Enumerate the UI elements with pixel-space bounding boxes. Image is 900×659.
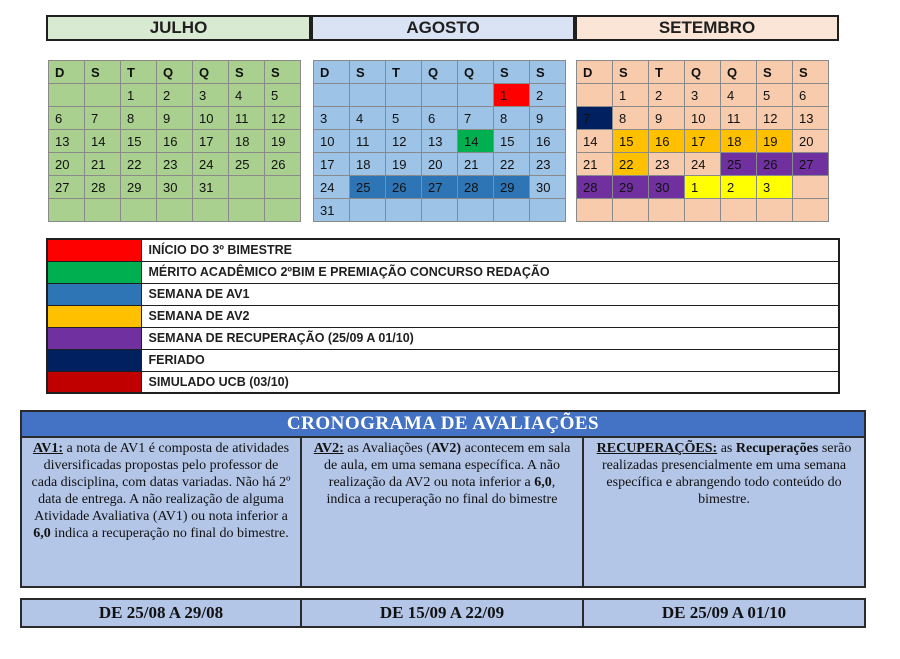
day-cell xyxy=(49,84,85,107)
day-cell: 22 xyxy=(494,153,530,176)
day-cell xyxy=(721,199,757,222)
weekday-header: S xyxy=(265,61,301,84)
day-cell: 7 xyxy=(458,107,494,130)
weekday-header: T xyxy=(386,61,422,84)
day-cell: 31 xyxy=(193,176,229,199)
day-cell: 9 xyxy=(530,107,566,130)
day-cell xyxy=(85,199,121,222)
weekday-header: D xyxy=(49,61,85,84)
day-cell: 3 xyxy=(193,84,229,107)
day-cell: 28 xyxy=(577,176,613,199)
day-cell: 2 xyxy=(649,84,685,107)
day-cell xyxy=(757,199,793,222)
av2-heading: AV2: xyxy=(313,441,344,456)
day-cell: 23 xyxy=(649,153,685,176)
legend-row xyxy=(47,261,839,283)
day-cell: 30 xyxy=(530,176,566,199)
day-cell: 19 xyxy=(265,130,301,153)
day-cell xyxy=(494,199,530,222)
day-cell: 28 xyxy=(85,176,121,199)
day-cell: 19 xyxy=(757,130,793,153)
day-cell: 5 xyxy=(757,84,793,107)
day-cell xyxy=(793,176,829,199)
day-cell: 10 xyxy=(314,130,350,153)
day-cell: 27 xyxy=(49,176,85,199)
legend-row xyxy=(47,283,839,305)
day-cell: 19 xyxy=(386,153,422,176)
day-cell xyxy=(157,199,193,222)
weekday-header: S xyxy=(350,61,386,84)
day-cell: 24 xyxy=(314,176,350,199)
weekday-header: Q xyxy=(157,61,193,84)
day-cell: 16 xyxy=(157,130,193,153)
day-cell xyxy=(577,199,613,222)
legend-swatch-orange xyxy=(47,305,141,327)
day-cell: 11 xyxy=(229,107,265,130)
day-cell xyxy=(685,199,721,222)
day-cell: 10 xyxy=(193,107,229,130)
day-cell: 14 xyxy=(577,130,613,153)
day-cell: 20 xyxy=(422,153,458,176)
day-cell: 15 xyxy=(613,130,649,153)
day-cell: 7 xyxy=(577,107,613,130)
day-cell: 5 xyxy=(265,84,301,107)
day-cell xyxy=(422,199,458,222)
day-cell xyxy=(265,199,301,222)
av1-tail: indica a recuperação no final do bimestre. xyxy=(50,526,289,541)
day-cell: 3 xyxy=(757,176,793,199)
day-cell xyxy=(121,199,157,222)
av1-grade: 6,0 xyxy=(33,526,51,541)
av2-grade: 6,0 xyxy=(534,475,552,490)
day-cell xyxy=(350,199,386,222)
day-cell: 4 xyxy=(721,84,757,107)
legend-swatch-navy xyxy=(47,349,141,371)
legend-row xyxy=(47,305,839,327)
dates-table xyxy=(20,598,866,628)
day-cell: 30 xyxy=(649,176,685,199)
day-cell: 20 xyxy=(49,153,85,176)
day-cell: 12 xyxy=(757,107,793,130)
rec-text: as xyxy=(717,441,736,456)
day-cell xyxy=(229,176,265,199)
day-cell: 6 xyxy=(422,107,458,130)
weekday-header: S xyxy=(494,61,530,84)
day-cell: 29 xyxy=(613,176,649,199)
day-cell: 2 xyxy=(530,84,566,107)
day-cell: 22 xyxy=(613,153,649,176)
av2-bold: AV2) xyxy=(431,441,462,456)
day-cell: 1 xyxy=(121,84,157,107)
day-cell xyxy=(386,199,422,222)
recuperacao-description xyxy=(583,437,865,587)
legend-swatch-purple xyxy=(47,327,141,349)
day-cell: 2 xyxy=(721,176,757,199)
day-cell: 5 xyxy=(386,107,422,130)
day-cell: 11 xyxy=(350,130,386,153)
day-cell: 28 xyxy=(458,176,494,199)
day-cell: 31 xyxy=(314,199,350,222)
cronograma-title: CRONOGRAMA DE AVALIAÇÕES xyxy=(21,411,865,437)
day-cell: 18 xyxy=(350,153,386,176)
day-cell: 21 xyxy=(577,153,613,176)
day-cell xyxy=(577,84,613,107)
day-cell: 21 xyxy=(458,153,494,176)
day-cell: 25 xyxy=(350,176,386,199)
day-cell: 3 xyxy=(685,84,721,107)
av1-heading: AV1: xyxy=(32,441,64,456)
av1-date-range: DE 25/08 A 29/08 xyxy=(21,599,301,627)
day-cell: 14 xyxy=(85,130,121,153)
day-cell xyxy=(793,199,829,222)
day-cell: 15 xyxy=(494,130,530,153)
legend-label: SEMANA DE AV1 xyxy=(141,283,839,305)
day-cell: 21 xyxy=(85,153,121,176)
day-cell xyxy=(85,84,121,107)
av1-description xyxy=(21,437,301,587)
weekday-header: T xyxy=(121,61,157,84)
av2-tail: , indica a recuperação no final do bimestre xyxy=(326,475,558,507)
av2-description xyxy=(301,437,583,587)
day-cell: 18 xyxy=(229,130,265,153)
month-header-julho: JULHO xyxy=(46,15,311,41)
legend-label: MÉRITO ACADÊMICO 2ºBIM E PREMIAÇÃO CONCURSO REDAÇÃO xyxy=(141,261,839,283)
day-cell: 18 xyxy=(721,130,757,153)
rec-heading: RECUPERAÇÕES: xyxy=(596,441,718,456)
legend-label: SIMULADO UCB (03/10) xyxy=(141,371,839,393)
day-cell: 27 xyxy=(793,153,829,176)
rec-tail: serão realizadas presencialmente em uma semana específica e abrangendo todo conteúdo do bimestre. xyxy=(601,441,852,507)
month-header-setembro: SETEMBRO xyxy=(575,15,839,41)
day-cell: 4 xyxy=(229,84,265,107)
calendar-julho xyxy=(48,60,301,222)
day-cell: 24 xyxy=(193,153,229,176)
day-cell xyxy=(193,199,229,222)
day-cell xyxy=(649,199,685,222)
legend-swatch-red xyxy=(47,239,141,261)
legend-label: INÍCIO DO 3º BIMESTRE xyxy=(141,239,839,261)
day-cell: 23 xyxy=(157,153,193,176)
day-cell: 8 xyxy=(494,107,530,130)
day-cell: 26 xyxy=(265,153,301,176)
day-cell: 6 xyxy=(793,84,829,107)
legend-row xyxy=(47,327,839,349)
month-header-agosto: AGOSTO xyxy=(311,15,575,41)
day-cell: 6 xyxy=(49,107,85,130)
day-cell: 13 xyxy=(49,130,85,153)
cronograma-table xyxy=(20,410,866,588)
day-cell: 25 xyxy=(229,153,265,176)
av2-date-range: DE 15/09 A 22/09 xyxy=(301,599,583,627)
legend xyxy=(46,238,840,394)
day-cell: 3 xyxy=(314,107,350,130)
day-cell: 7 xyxy=(85,107,121,130)
day-cell: 27 xyxy=(422,176,458,199)
weekday-header: S xyxy=(85,61,121,84)
day-cell: 26 xyxy=(757,153,793,176)
day-cell: 14 xyxy=(458,130,494,153)
day-cell xyxy=(49,199,85,222)
day-cell: 9 xyxy=(649,107,685,130)
weekday-header: Q xyxy=(458,61,494,84)
day-cell: 8 xyxy=(613,107,649,130)
day-cell: 4 xyxy=(350,107,386,130)
day-cell: 12 xyxy=(265,107,301,130)
day-cell xyxy=(350,84,386,107)
day-cell: 23 xyxy=(530,153,566,176)
av2-text-2: acontecem em sala de aula, em uma semana específica. A não realização da AV2 ou nota inferior a xyxy=(324,441,571,490)
weekday-header: S xyxy=(613,61,649,84)
day-cell xyxy=(458,199,494,222)
day-cell: 17 xyxy=(193,130,229,153)
day-cell: 29 xyxy=(121,176,157,199)
day-cell: 16 xyxy=(649,130,685,153)
day-cell: 26 xyxy=(386,176,422,199)
day-cell xyxy=(422,84,458,107)
legend-label: FERIADO xyxy=(141,349,839,371)
day-cell: 17 xyxy=(314,153,350,176)
weekday-header: S xyxy=(530,61,566,84)
day-cell: 9 xyxy=(157,107,193,130)
weekday-header: Q xyxy=(685,61,721,84)
day-cell: 1 xyxy=(494,84,530,107)
day-cell xyxy=(458,84,494,107)
day-cell: 1 xyxy=(685,176,721,199)
calendar-agosto xyxy=(313,60,566,222)
day-cell: 1 xyxy=(613,84,649,107)
day-cell: 30 xyxy=(157,176,193,199)
day-cell xyxy=(386,84,422,107)
day-cell: 11 xyxy=(721,107,757,130)
weekday-header: Q xyxy=(422,61,458,84)
day-cell: 24 xyxy=(685,153,721,176)
legend-row xyxy=(47,239,839,261)
weekday-header: S xyxy=(793,61,829,84)
day-cell: 13 xyxy=(422,130,458,153)
legend-label: SEMANA DE AV2 xyxy=(141,305,839,327)
day-cell: 16 xyxy=(530,130,566,153)
day-cell: 10 xyxy=(685,107,721,130)
day-cell: 8 xyxy=(121,107,157,130)
day-cell xyxy=(265,176,301,199)
rec-bold: Recuperações xyxy=(735,441,819,456)
weekday-header: D xyxy=(577,61,613,84)
calendar-setembro xyxy=(576,60,829,222)
legend-label: SEMANA DE RECUPERAÇÃO (25/09 A 01/10) xyxy=(141,327,839,349)
day-cell: 12 xyxy=(386,130,422,153)
day-cell xyxy=(530,199,566,222)
day-cell: 13 xyxy=(793,107,829,130)
day-cell: 17 xyxy=(685,130,721,153)
day-cell: 2 xyxy=(157,84,193,107)
legend-row xyxy=(47,371,839,393)
av1-text: a nota de AV1 é composta de atividades diversificadas propostas pelo professor de cada disciplina, com datas variadas. Não há 2º data de entrega. A não realização de alguma Atividade Avaliativa (AV1) ou nota inferior a xyxy=(31,441,291,524)
day-cell xyxy=(314,84,350,107)
legend-row xyxy=(47,349,839,371)
legend-swatch-darkred xyxy=(47,371,141,393)
recuperacao-date-range: DE 25/09 A 01/10 xyxy=(583,599,865,627)
weekday-header: Q xyxy=(193,61,229,84)
day-cell: 22 xyxy=(121,153,157,176)
legend-swatch-blue xyxy=(47,283,141,305)
day-cell xyxy=(229,199,265,222)
weekday-header: D xyxy=(314,61,350,84)
day-cell: 29 xyxy=(494,176,530,199)
day-cell: 25 xyxy=(721,153,757,176)
av2-text: as Avaliações ( xyxy=(343,441,431,456)
day-cell xyxy=(613,199,649,222)
weekday-header: S xyxy=(757,61,793,84)
weekday-header: Q xyxy=(721,61,757,84)
day-cell: 20 xyxy=(793,130,829,153)
weekday-header: S xyxy=(229,61,265,84)
day-cell: 15 xyxy=(121,130,157,153)
weekday-header: T xyxy=(649,61,685,84)
legend-swatch-green xyxy=(47,261,141,283)
